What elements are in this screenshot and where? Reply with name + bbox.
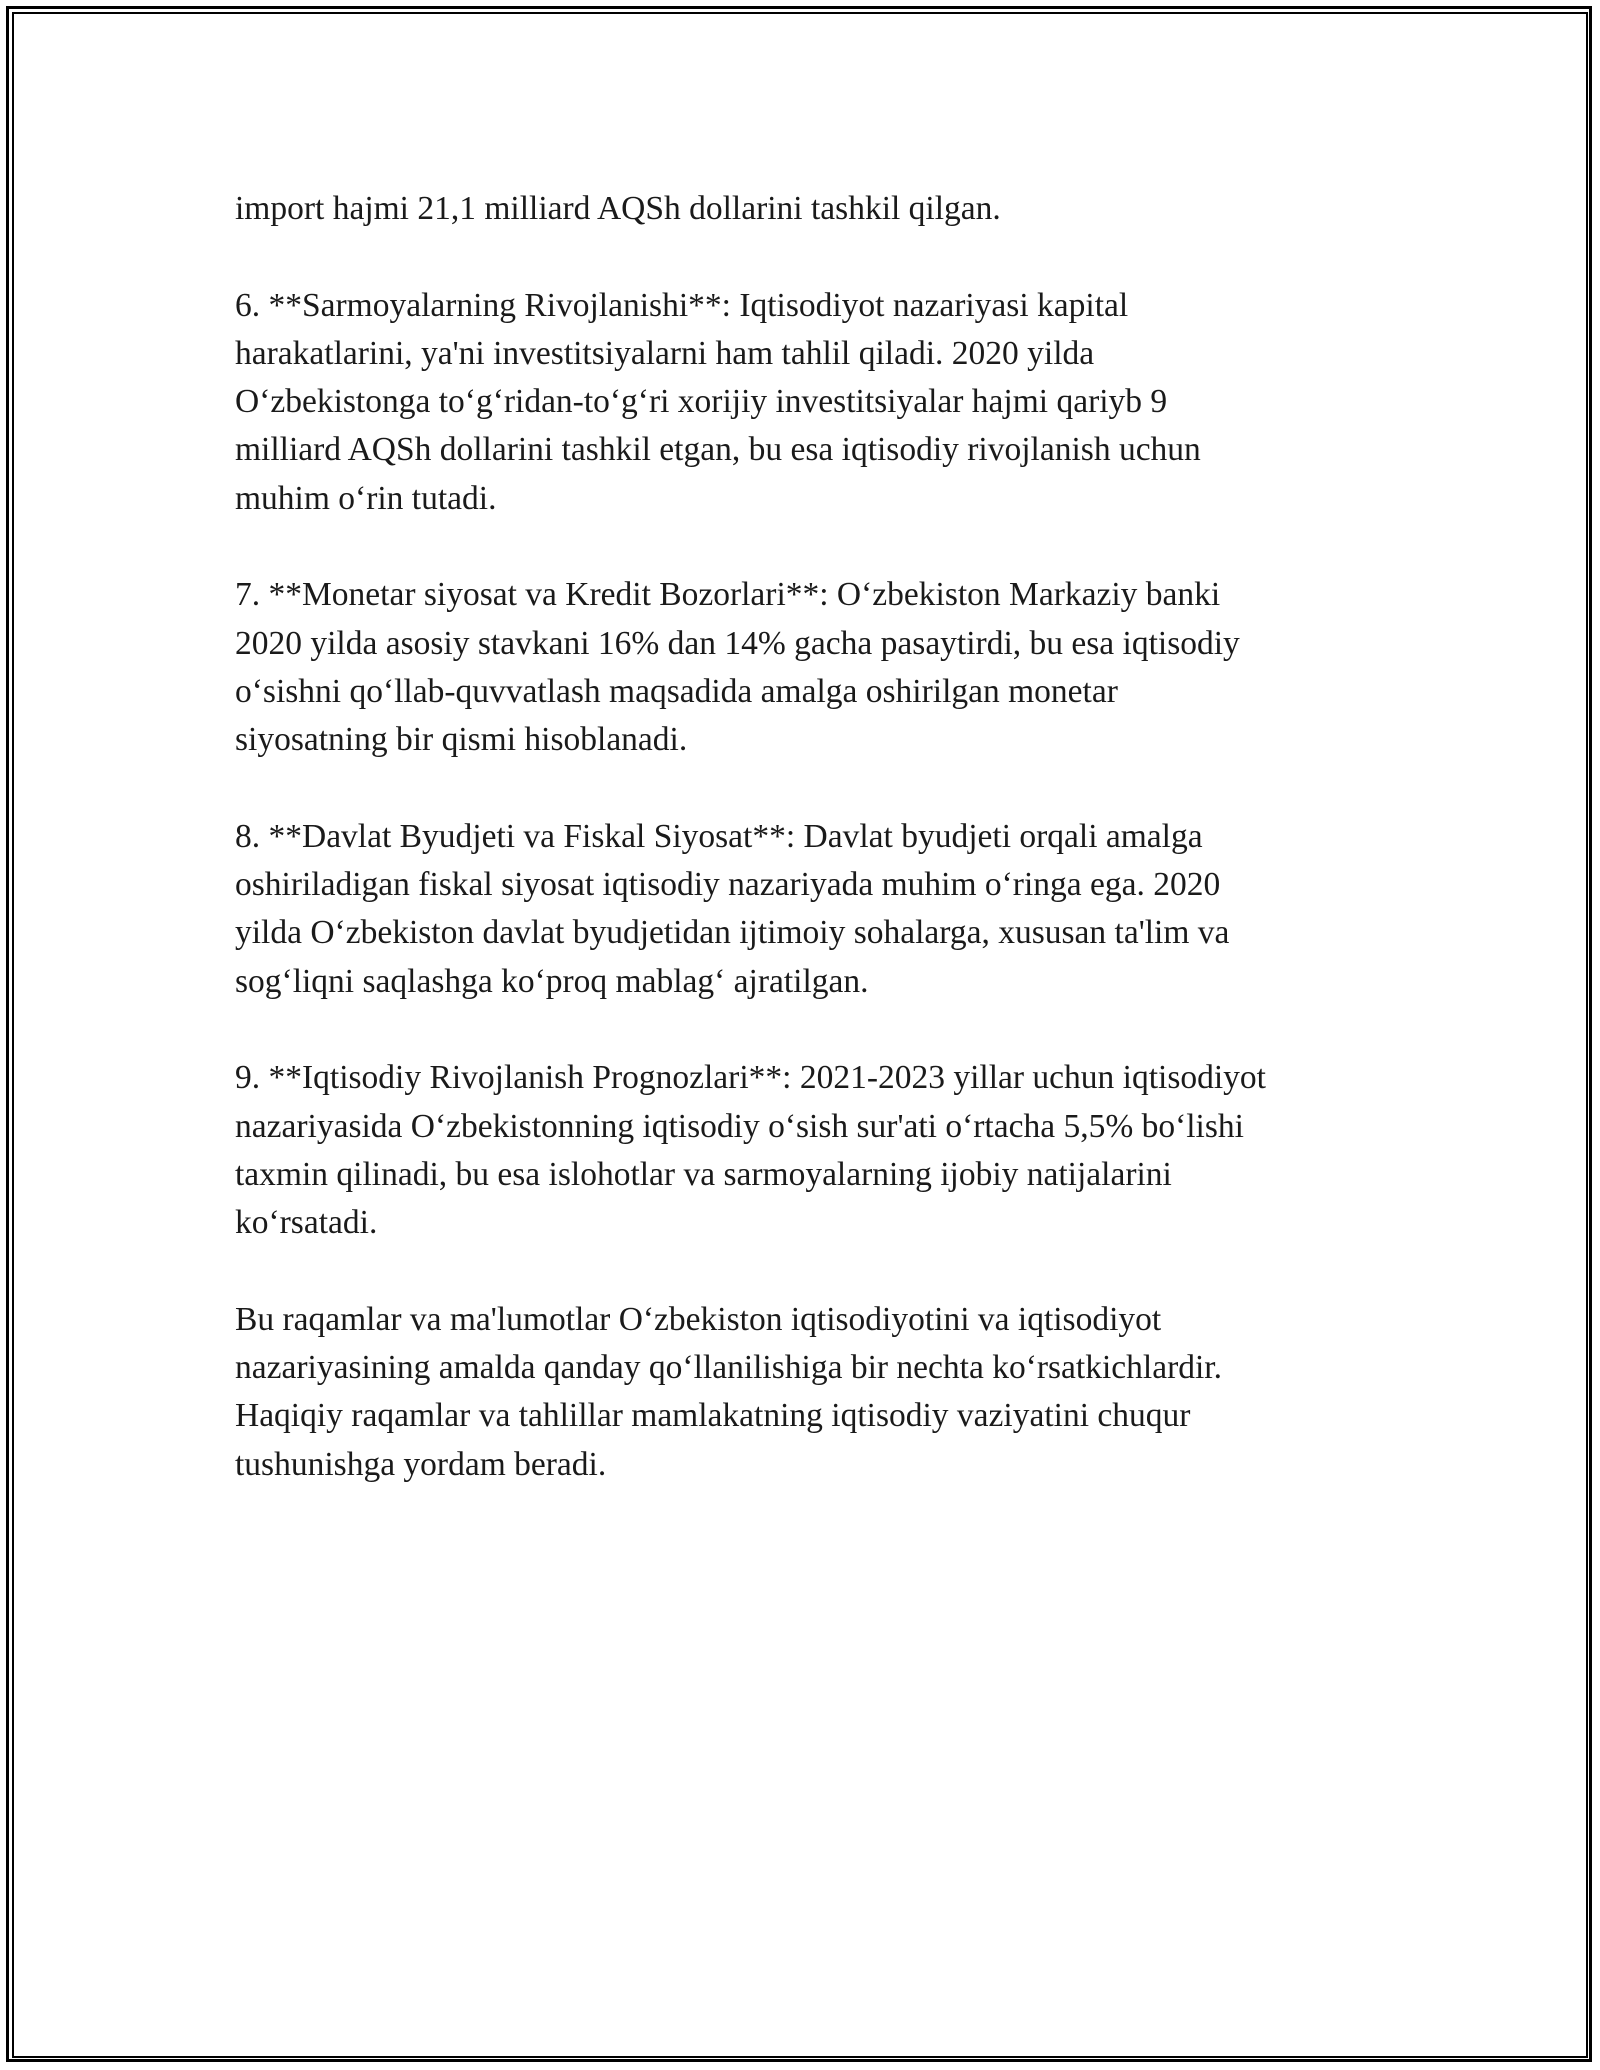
text-line: harakatlarini, ya'ni investitsiyalarni ham tahlil qiladi. 2020 yilda: [235, 334, 1095, 372]
text-line: nazariyasining amalda qanday qo‘llanilishiga bir nechta ko‘rsatkichlardir.: [235, 1349, 1222, 1387]
text-line: 6. **Sarmoyalarning Rivojlanishi**: Iqtisodiyot nazariyasi kapital: [235, 286, 1129, 324]
text-line: 7. **Monetar siyosat va Kredit Bozorlari**: O‘zbekiston Markaziy banki: [235, 576, 1221, 614]
text-line: muhim o‘rin tutadi.: [235, 479, 497, 517]
text-line: o‘sishni qo‘llab-quvvatlash maqsadida amalga oshirilgan monetar: [235, 672, 1118, 710]
paragraph-conclusion: [235, 1296, 1375, 1489]
paragraph-monetary-policy: [235, 571, 1375, 764]
paragraph-investments: [235, 282, 1375, 523]
text-line: oshiriladigan fiskal siyosat iqtisodiy nazariyada muhim o‘ringa ega. 2020: [235, 866, 1221, 904]
paragraph-forecasts: [235, 1054, 1375, 1247]
text-line: O‘zbekistonga to‘g‘ridan-to‘g‘ri xorijiy investitsiyalar hajmi qariyb 9: [235, 383, 1168, 421]
text-line: 2020 yilda asosiy stavkani 16% dan 14% gacha pasaytirdi, bu esa iqtisodiy: [235, 624, 1240, 662]
text-line: milliard AQSh dollarini tashkil etgan, bu esa iqtisodiy rivojlanish uchun: [235, 431, 1201, 469]
document-body: [235, 185, 1375, 1537]
text-line: nazariyasida O‘zbekistonning iqtisodiy o‘sish sur'ati o‘rtacha 5,5% bo‘lishi: [235, 1107, 1244, 1145]
text-line: Bu raqamlar va ma'lumotlar O‘zbekiston iqtisodiyotini va iqtisodiyot: [235, 1300, 1162, 1338]
paragraph-fiscal-policy: [235, 813, 1375, 1006]
text-line: sog‘liqni saqlashga ko‘proq mablag‘ ajratilgan.: [235, 962, 869, 1000]
text-line: yilda O‘zbekiston davlat byudjetidan ijtimoiy sohalarga, xususan ta'lim va: [235, 914, 1230, 952]
text-line: taxmin qilinadi, bu esa islohotlar va sarmoyalarning ijobiy natijalarini: [235, 1155, 1172, 1193]
paragraph-import-volume: [235, 185, 1375, 233]
text-line: ko‘rsatadi.: [235, 1204, 378, 1242]
text-line: import hajmi 21,1 milliard AQSh dollarini tashkil qilgan.: [235, 190, 1001, 227]
text-line: 9. **Iqtisodiy Rivojlanish Prognozlari**: 2021-2023 yillar uchun iqtisodiyot: [235, 1059, 1266, 1097]
text-line: 8. **Davlat Byudjeti va Fiskal Siyosat**: Davlat byudjeti orqali amalga: [235, 817, 1203, 855]
text-line: siyosatning bir qismi hisoblanadi.: [235, 721, 688, 759]
text-line: tushunishga yordam beradi.: [235, 1445, 607, 1483]
text-line: Haqiqiy raqamlar va tahlillar mamlakatning iqtisodiy vaziyatini chuqur: [235, 1397, 1191, 1435]
